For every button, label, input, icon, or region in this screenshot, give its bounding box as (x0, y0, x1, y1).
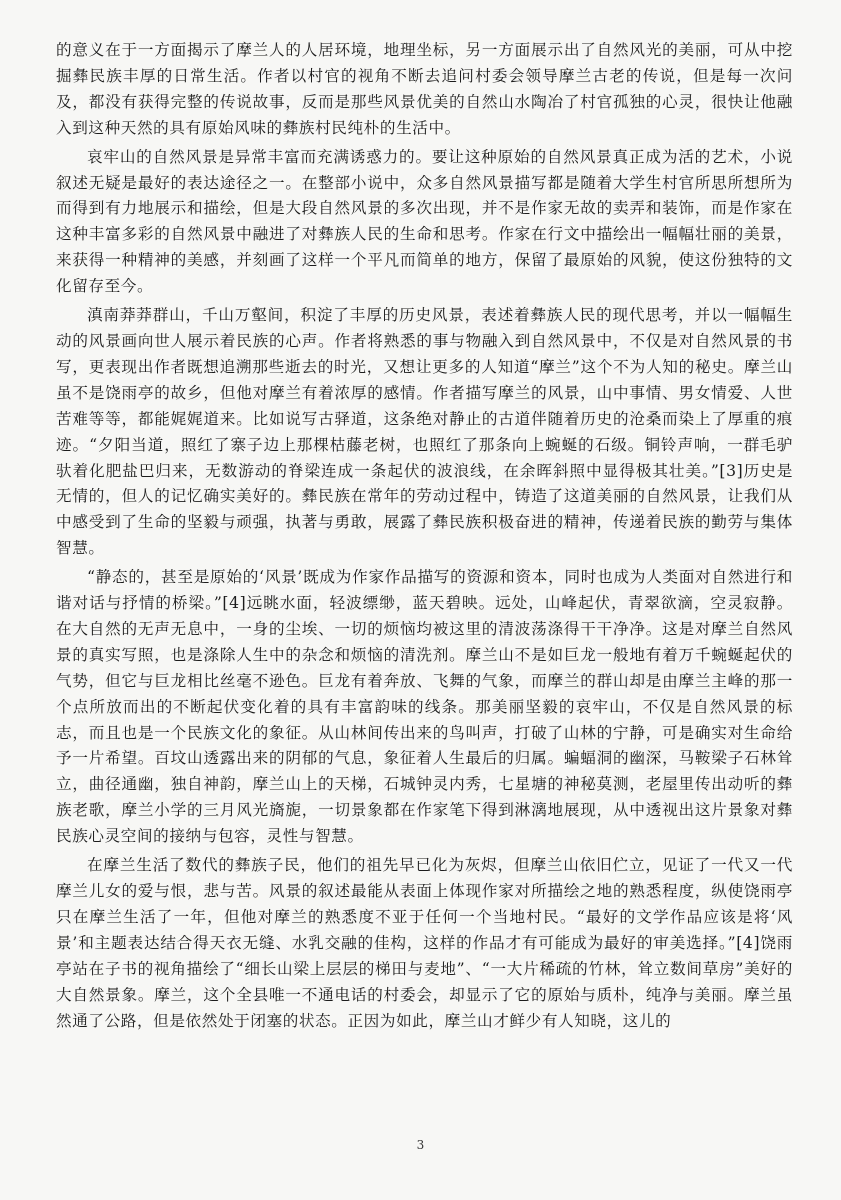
page-number: 3 (416, 1138, 425, 1152)
paragraph-2: 哀牢山的自然风景是异常丰富而充满诱惑力的。要让这种原始的自然风景真正成为活的艺术，小说叙述无疑是最好的表达途径之一。在整部小说中，众多自然风景描写都是随着大学生村官所思所想所为而得到有力地展示和描绘，但是大段自然风景的多次出现，并不是作家无故的卖弄和装饰，而是作家在这种丰富多彩的自然风景中融进了对彝族人民的生命和思考。作家在行文中描绘出一幅幅壮丽的美景，来获得一种精神的美感，并刻画了这样一个平凡而简单的地方，保留了最原始的风貌，使这份独特的文化留存至今。 (56, 147, 793, 296)
paragraph-5: 在摩兰生活了数代的彝族子民，他们的祖先早已化为灰烬，但摩兰山依旧伫立，见证了一代又一代摩兰儿女的爱与恨，悲与苦。风景的叙述最能从表面上体现作家对所描绘之地的熟悉程度，纵使饶雨亭只在摩兰生活了一年，但他对摩兰的熟悉度不亚于任何一个当地村民。“最好的文学作品应该是将‘风景’和主题表达结合得天衣无缝、水乳交融的佳构，这样的作品才有可能成为最好的审美选择。”[4]饶雨亭站在子书的视角描绘了“细长山梁上层层的梯田与麦地”、“一大片稀疏的竹林，耸立数间草房”美好的大自然景象。摩兰，这个全县唯一不通电话的村委会，却显示了它的原始与质朴，纯净与美丽。摩兰虽然通了公路，但是依然处于闭塞的状态。正因为如此，摩兰山才鲜少有人知晓，这儿的 (56, 856, 793, 1030)
paragraph-3: 滇南莽莽群山，千山万壑间，积淀了丰厚的历史风景，表述着彝族人民的现代思考，并以一幅幅生动的风景画向世人展示着民族的心声。作者将熟悉的事与物融入到自然风景中，不仅是对自然风景的书写，更表现出作者既想追溯那些逝去的时光，又想让更多的人知道“摩兰”这个不为人知的秘史。摩兰山虽不是饶雨亭的故乡，但他对摩兰有着浓厚的感情。作者描写摩兰的风景，山中事情、男女情爱、人世苦难等等，都能娓娓道来。比如说写古驿道，这条绝对静止的古道伴随着历史的沧桑而染上了厚重的痕迹。“夕阳当道，照红了寨子边上那棵枯藤老树，也照红了那条向上蜿蜒的石级。铜铃声响，一群毛驴驮着化肥盐巴归来，无数游动的脊梁连成一条起伏的波浪线，在余晖斜照中显得极其壮美。”[3]历史是无情的，但人的记忆确实美好的。彝民族在常年的劳动过程中，铸造了这道美丽的自然风景，让我们从中感受到了生命的坚毅与顽强，执著与勇敢，展露了彝民族积极奋进的精神，传递着民族的勤劳与集体智慧。 (56, 306, 793, 558)
paragraph-1: 的意义在于一方面揭示了摩兰人的人居环境，地理坐标，另一方面展示出了自然风光的美丽，可从中挖掘彝民族丰厚的日常生活。作者以村官的视角不断去追问村委会领导摩兰古老的传说，但是每一次问及，都没有获得完整的传说故事，反而是那些风景优美的自然山水陶冶了村官孤独的心灵，很快让他融入到这种天然的具有原始风味的彝族村民纯朴的生活中。 (56, 41, 793, 137)
paragraph-4: “静态的，甚至是原始的‘风景’既成为作家作品描写的资源和资本，同时也成为人类面对自然进行和谐对话与抒情的桥梁。”[4]远眺水面，轻波缥缈，蓝天碧映。远处，山峰起伏，青翠欲滴，空灵寂静。在大自然的无声无息中，一身的尘埃、一切的烦恼均被这里的清波荡涤得干干净净。这是对摩兰自然风景的真实写照，也是涤除人生中的杂念和烦恼的清洗剂。摩兰山不是如巨龙一般地有着万千蜿蜒起伏的气势，但它与巨龙相比丝毫不逊色。巨龙有着奔放、飞舞的气象，而摩兰的群山却是由摩兰主峰的那一个点所放而出的不断起伏变化着的具有丰富韵味的线条。那美丽坚毅的哀牢山，不仅是自然风景的标志，而且也是一个民族文化的象征。从山林间传出来的鸟叫声，打破了山林的宁静，可是确实对生命给予一片希望。百坟山透露出来的阴郁的气息，象征着人生最后的归属。蝙蝠洞的幽深，马鞍梁子石林耸立，曲径通幽，独自神韵，摩兰山上的天梯，石城钟灵内秀，七星塘的神秘莫测，老屋里传出动听的彝族老歌，摩兰小学的三月风光旖旎，一切景象都在作家笔下得到淋漓地展现，从中透视出这片景象对彝民族心灵空间的接纳与包容，灵性与智慧。 (56, 568, 793, 846)
